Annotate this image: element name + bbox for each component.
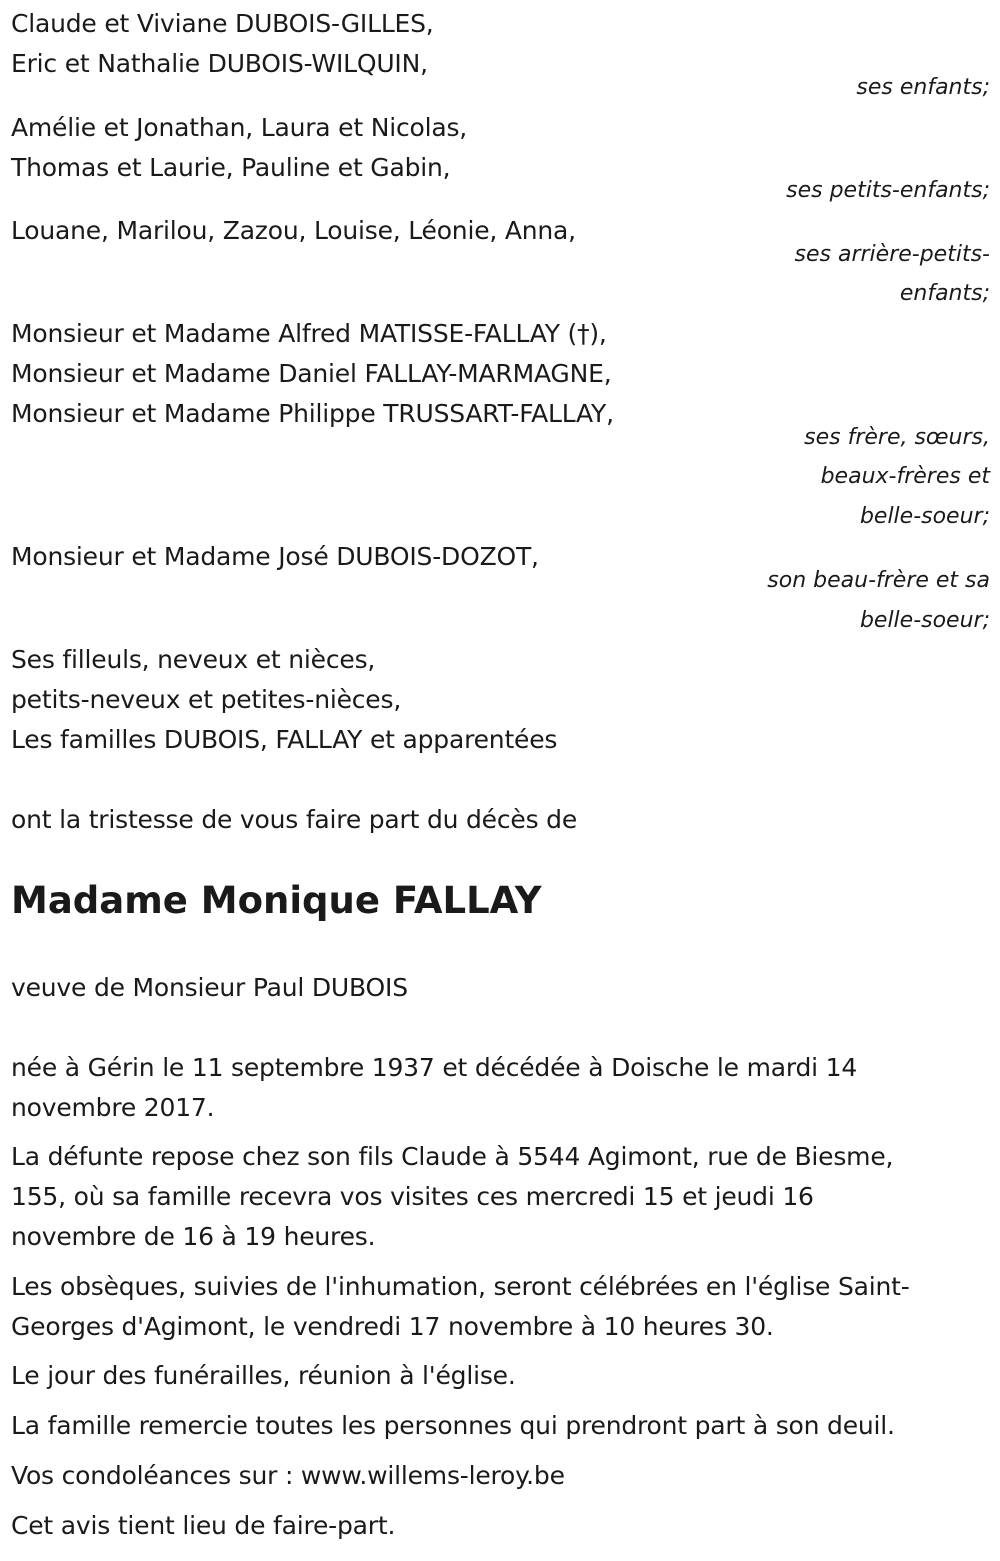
funeral-text: Les obsèques, suivies de l'inhumation, seront célébrées en l'église Saint- bbox=[11, 1272, 910, 1301]
visitation-text: 155, où sa famille recevra vos visites ces mercredi 15 et jeudi 16 bbox=[11, 1182, 814, 1211]
birth-death-text: née à Gérin le 11 septembre 1937 et décédée à Doische le mardi 14 bbox=[11, 1053, 858, 1082]
widow-of-text: veuve de Monsieur Paul DUBOIS bbox=[11, 973, 408, 1002]
relation-label-grandchildren: ses petits-enfants; bbox=[786, 178, 990, 203]
birth-death-text: novembre 2017. bbox=[11, 1093, 215, 1122]
visitation-text: La défunte repose chez son fils Claude à 5544 Agimont, rue de Biesme, bbox=[11, 1142, 894, 1171]
family-children-line: Eric et Nathalie DUBOIS-WILQUIN, bbox=[11, 49, 428, 78]
relation-label-children: ses enfants; bbox=[856, 75, 990, 100]
thanks-text: La famille remercie toutes les personnes qui prendront part à son deuil. bbox=[11, 1411, 895, 1440]
relation-label-siblings: ses frère, sœurs, bbox=[804, 425, 990, 450]
relation-label-great-grandchildren: ses arrière-petits- bbox=[794, 242, 990, 267]
family-in-laws-line: Monsieur et Madame José DUBOIS-DOZOT, bbox=[11, 542, 539, 571]
family-siblings-line: Monsieur et Madame Alfred MATISSE-FALLAY (†), bbox=[11, 319, 607, 348]
family-grandchildren-line: Thomas et Laurie, Pauline et Gabin, bbox=[11, 153, 451, 182]
family-siblings-line: Monsieur et Madame Daniel FALLAY-MARMAGNE, bbox=[11, 359, 612, 388]
meeting-text: Le jour des funérailles, réunion à l'église. bbox=[11, 1361, 516, 1390]
deceased-name: Madame Monique FALLAY bbox=[11, 879, 542, 922]
relation-label-in-laws: belle-soeur; bbox=[859, 608, 990, 633]
family-others-line: Les familles DUBOIS, FALLAY et apparentées bbox=[11, 725, 558, 754]
notice-text: Cet avis tient lieu de faire-part. bbox=[11, 1511, 396, 1540]
family-others-line: petits-neveux et petites-nièces, bbox=[11, 685, 402, 714]
condolences-text: Vos condoléances sur : www.willems-leroy.be bbox=[11, 1461, 565, 1490]
family-others-line: Ses filleuls, neveux et nièces, bbox=[11, 645, 376, 674]
relation-label-siblings: beaux-frères et bbox=[820, 464, 990, 489]
funeral-text: Georges d'Agimont, le vendredi 17 novembre à 10 heures 30. bbox=[11, 1312, 774, 1341]
family-great-grandchildren-line: Louane, Marilou, Zazou, Louise, Léonie, Anna, bbox=[11, 216, 576, 245]
relation-label-great-grandchildren: enfants; bbox=[899, 281, 990, 306]
announcement-text: ont la tristesse de vous faire part du décès de bbox=[11, 805, 578, 834]
family-grandchildren-line: Amélie et Jonathan, Laura et Nicolas, bbox=[11, 113, 468, 142]
relation-label-siblings: belle-soeur; bbox=[859, 504, 990, 529]
family-siblings-line: Monsieur et Madame Philippe TRUSSART-FALLAY, bbox=[11, 399, 614, 428]
family-children-line: Claude et Viviane DUBOIS-GILLES, bbox=[11, 9, 434, 38]
visitation-text: novembre de 16 à 19 heures. bbox=[11, 1222, 376, 1251]
relation-label-in-laws: son beau-frère et sa bbox=[767, 568, 990, 593]
